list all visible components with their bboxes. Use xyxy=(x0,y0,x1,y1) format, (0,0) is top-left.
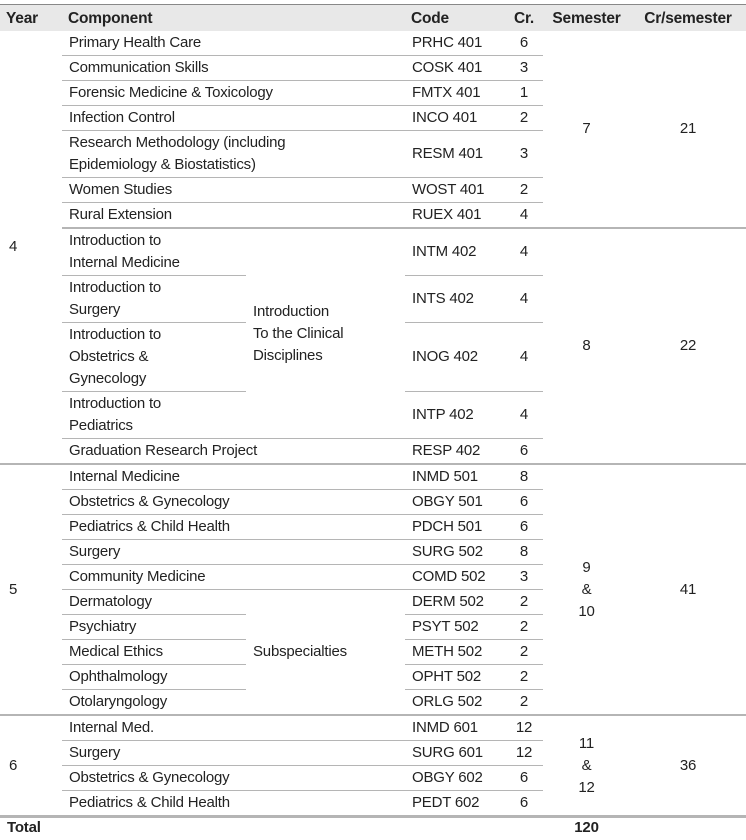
credit-cell: 4 xyxy=(505,276,543,323)
component-cell: Introduction to Obstetrics & Gynecology xyxy=(62,323,246,392)
code-cell: OBGY 602 xyxy=(405,766,505,791)
table-row xyxy=(0,31,746,56)
credit-cell: 12 xyxy=(505,715,543,741)
component-cell: Otolaryngology xyxy=(62,690,246,716)
cr-per-semester-cell: 41 xyxy=(630,464,746,715)
code-cell: OPHT 502 xyxy=(405,665,505,690)
credit-cell: 2 xyxy=(505,690,543,716)
credit-cell: 2 xyxy=(505,640,543,665)
semester-cell: 9 & 10 xyxy=(543,464,630,715)
table-row xyxy=(0,228,746,276)
code-cell: RESM 401 xyxy=(405,131,505,178)
code-cell: PRHC 401 xyxy=(412,34,483,51)
credit-cell: 8 xyxy=(505,464,543,490)
component-cell: Communication Skills xyxy=(62,56,405,81)
component-cell: Graduation Research Project xyxy=(62,439,405,465)
credit-cell: 1 xyxy=(505,81,543,106)
component-cell: Obstetrics & Gynecology xyxy=(62,490,405,515)
total-label: Total xyxy=(0,817,543,839)
credit-cell: 3 xyxy=(505,131,543,178)
semester-cell: 11 & 12 xyxy=(543,715,630,817)
component-cell: Internal Med. xyxy=(62,715,405,741)
header-row xyxy=(0,5,746,32)
component-cell: Dermatology xyxy=(62,590,246,615)
component-cell: Research Methodology (including Epidemiology & Biostatistics) xyxy=(62,131,405,178)
header-code: Code xyxy=(405,5,505,32)
header-semester: Semester xyxy=(543,5,630,32)
code-cell: SURG 601 xyxy=(405,741,505,766)
component-cell: Rural Extension xyxy=(62,203,405,229)
credit-cell: 8 xyxy=(505,540,543,565)
code-cell: DERM 502 xyxy=(405,590,505,615)
code-cell: RESP 402 xyxy=(405,439,505,465)
credit-cell: 6 xyxy=(519,34,529,51)
credit-cell: 2 xyxy=(505,178,543,203)
header-cr-per-semester: Cr/semester xyxy=(630,5,746,32)
year-cell: 4 xyxy=(9,238,18,255)
cr-per-semester-cell: 22 xyxy=(630,228,746,464)
code-cell: FMTX 401 xyxy=(405,81,505,106)
component-cell: Community Medicine xyxy=(62,565,405,590)
component-cell: Obstetrics & Gynecology xyxy=(62,766,405,791)
credit-cell: 6 xyxy=(505,490,543,515)
credit-cell: 4 xyxy=(505,203,543,229)
component-cell: Psychiatry xyxy=(62,615,246,640)
component-cell: Introduction to Internal Medicine xyxy=(62,228,246,276)
code-cell: ORLG 502 xyxy=(405,690,505,716)
code-cell: INMD 601 xyxy=(405,715,505,741)
code-cell: OBGY 501 xyxy=(405,490,505,515)
code-cell: INTM 402 xyxy=(405,228,505,276)
code-cell: COMD 502 xyxy=(405,565,505,590)
code-cell: METH 502 xyxy=(405,640,505,665)
curriculum-table xyxy=(0,4,746,838)
group-label: Subspecialties xyxy=(246,590,405,716)
component-cell: Ophthalmology xyxy=(62,665,246,690)
component-cell: Pediatrics & Child Health xyxy=(62,791,405,817)
code-cell: WOST 401 xyxy=(405,178,505,203)
credit-cell: 4 xyxy=(505,392,543,439)
code-cell: INCO 401 xyxy=(405,106,505,131)
credit-cell: 4 xyxy=(505,228,543,276)
header-component: Component xyxy=(62,5,405,32)
credit-cell: 3 xyxy=(505,56,543,81)
credit-cell: 2 xyxy=(505,665,543,690)
component-cell: Introduction to Surgery xyxy=(62,276,246,323)
credit-cell: 6 xyxy=(505,515,543,540)
code-cell: INTP 402 xyxy=(405,392,505,439)
code-cell: RUEX 401 xyxy=(405,203,505,229)
credit-cell: 3 xyxy=(505,565,543,590)
code-cell: INTS 402 xyxy=(405,276,505,323)
header-cr: Cr. xyxy=(505,5,543,32)
credit-cell: 2 xyxy=(505,106,543,131)
total-row xyxy=(0,817,746,839)
table-row xyxy=(0,464,746,490)
component-cell: Introduction to Pediatrics xyxy=(62,392,246,439)
cr-per-semester-cell: 21 xyxy=(679,120,697,137)
component-cell: Women Studies xyxy=(62,178,405,203)
credit-cell: 12 xyxy=(505,741,543,766)
component-cell: Pediatrics & Child Health xyxy=(62,515,405,540)
component-cell: Surgery xyxy=(62,540,405,565)
component-cell: Forensic Medicine & Toxicology xyxy=(62,81,405,106)
component-cell: Medical Ethics xyxy=(62,640,246,665)
credit-cell: 2 xyxy=(505,590,543,615)
code-cell: SURG 502 xyxy=(405,540,505,565)
code-cell: INOG 402 xyxy=(405,323,505,392)
header-year: Year xyxy=(0,5,62,32)
code-cell: PDCH 501 xyxy=(405,515,505,540)
total-empty xyxy=(630,817,746,839)
table-row xyxy=(0,715,746,741)
component-cell: Internal Medicine xyxy=(62,464,405,490)
code-cell: COSK 401 xyxy=(405,56,505,81)
total-value: 120 xyxy=(543,817,630,839)
component-cell: Infection Control xyxy=(62,106,405,131)
component-cell: Primary Health Care xyxy=(69,34,202,51)
credit-cell: 6 xyxy=(505,791,543,817)
semester-cell: 7 xyxy=(582,120,591,137)
year-cell: 5 xyxy=(0,464,62,715)
credit-cell: 2 xyxy=(505,615,543,640)
code-cell: PSYT 502 xyxy=(405,615,505,640)
table-body xyxy=(0,31,746,817)
cr-per-semester-cell: 36 xyxy=(630,715,746,817)
credit-cell: 6 xyxy=(505,766,543,791)
component-cell: Surgery xyxy=(62,741,405,766)
semester-cell: 8 xyxy=(543,228,630,464)
code-cell: INMD 501 xyxy=(405,464,505,490)
group-label: Introduction To the Clinical Disciplines xyxy=(246,228,405,439)
credit-cell: 6 xyxy=(505,439,543,465)
year-cell: 6 xyxy=(0,715,62,817)
credit-cell: 4 xyxy=(505,323,543,392)
code-cell: PEDT 602 xyxy=(405,791,505,817)
